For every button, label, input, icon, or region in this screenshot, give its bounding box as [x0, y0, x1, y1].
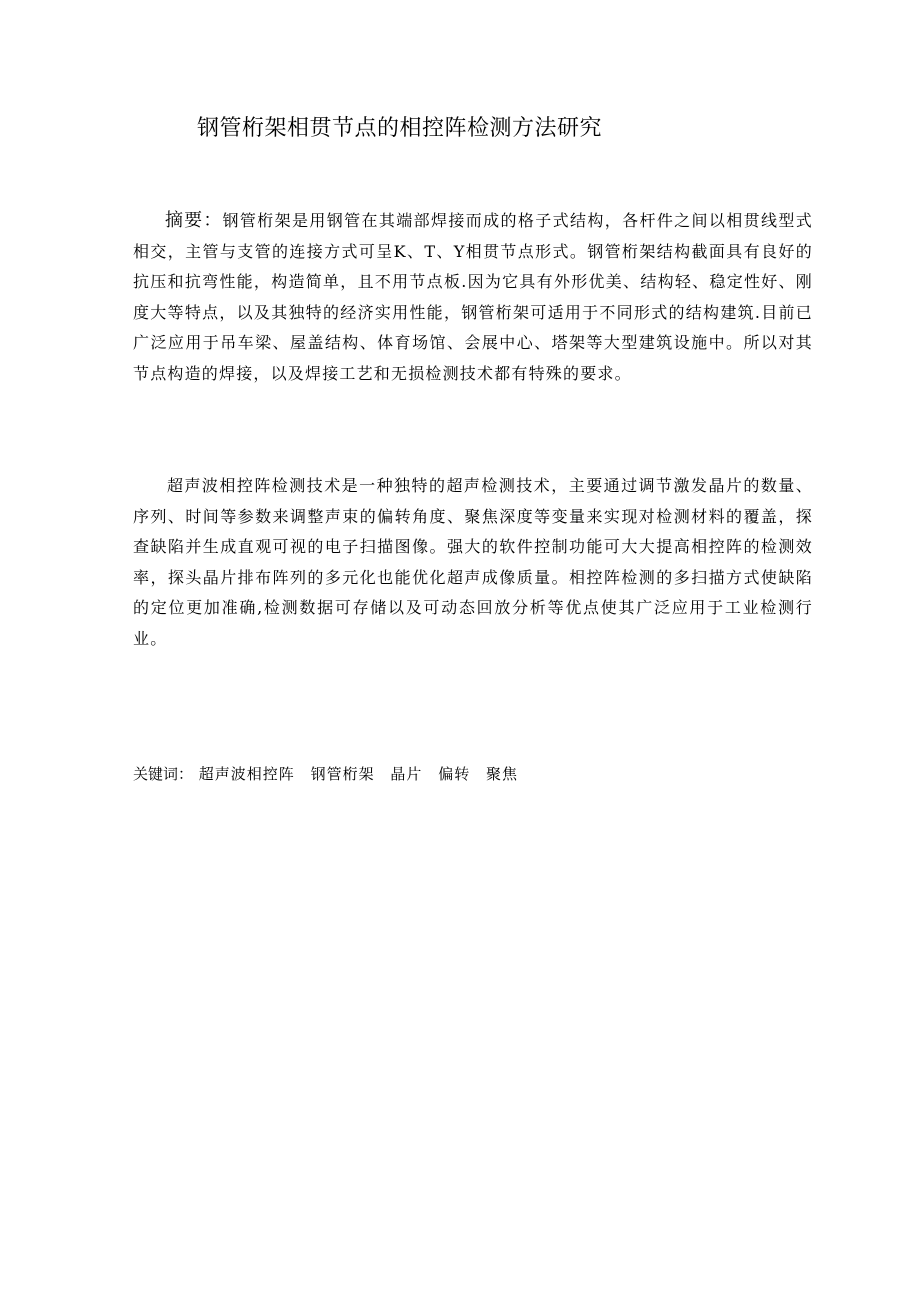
keyword: 晶片: [390, 765, 423, 783]
keyword: 聚焦: [485, 765, 518, 783]
abstract-paragraph: [133, 206, 813, 389]
abstract-text: 钢管桁架是用钢管在其端部焊接而成的格子式结构，各杆件之间以相贯线型式相交，主管与支管的连接方式可呈K、T、Y相贯节点形式。钢管桁架结构截面具有良好的抗压和抗弯性能，构造简单，且不用节点板.因为它具有外形优美、结构轻、稳定性好、刚度大等特点，以及其独特的经济实用性能，钢管桁架可适用于不同形式的结构建筑.目前已广泛应用于吊车梁、屋盖结构、体育场馆、会展中心、塔架等大型建筑设施中。所以对其节点构造的焊接，以及焊接工艺和无损检测技术都有特殊的要求。: [133, 211, 813, 383]
keywords-line: [133, 760, 528, 789]
body-paragraph: 超声波相控阵检测技术是一种独特的超声检测技术，主要通过调节激发晶片的数量、序列、时间等参数来调整声束的偏转角度、聚焦深度等变量来实现对检测材料的覆盖，探查缺陷并生成直观可视的电子扫描图像。强大的软件控制功能可大大提高相控阵的检测效率，探头晶片排布阵列的多元化也能优化超声成像质量。相控阵检测的多扫描方式使缺陷的定位更加准确,检测数据可存储以及可动态回放分析等优点使其广泛应用于工业检测行业。: [133, 476, 813, 648]
keywords-label: 关键词：: [133, 765, 194, 783]
document-title: 钢管桁架相贯节点的相控阵检测方法研究: [197, 116, 603, 141]
keyword: 钢管桁架: [310, 765, 375, 783]
keyword: 偏转: [438, 765, 471, 783]
keyword: 超声波相控阵: [198, 765, 295, 783]
abstract-label: 摘要：: [165, 210, 223, 231]
keywords-list: [193, 765, 528, 783]
